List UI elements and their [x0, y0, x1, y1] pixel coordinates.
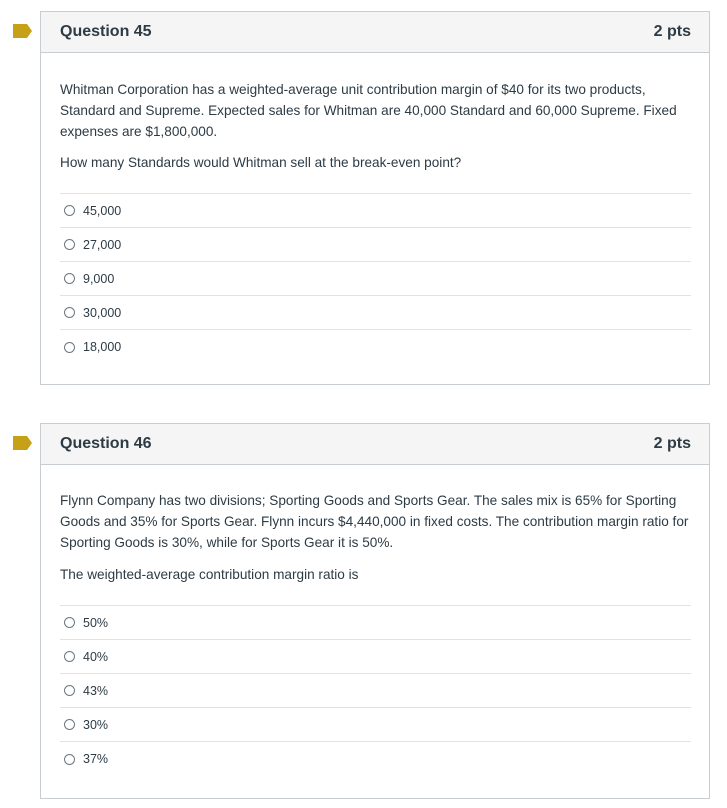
answer-option[interactable]	[60, 640, 691, 674]
radio-button[interactable]	[64, 617, 75, 628]
answer-option[interactable]	[60, 228, 691, 262]
question-body	[41, 79, 709, 364]
flag-question-icon[interactable]	[13, 24, 32, 38]
question-prompt: The weighted-average contribution margin ratio is	[60, 567, 359, 582]
answer-option[interactable]	[60, 296, 691, 330]
answer-label: 30%	[83, 717, 109, 732]
answer-list	[60, 193, 691, 364]
question-text: Whitman Corporation has a weighted-average unit contribution margin of $40 for its two products, Standard and Supreme. Expected sales for Whitman are 40,000 Standard and 60,000 Supreme. Fixed expenses are $1,800,000.	[60, 82, 677, 139]
question-45	[40, 11, 710, 385]
radio-button[interactable]	[64, 273, 75, 284]
answer-label: 37%	[83, 752, 109, 766]
question-body	[41, 490, 709, 776]
radio-button[interactable]	[64, 205, 75, 216]
radio-button[interactable]	[64, 342, 75, 353]
question-header	[41, 424, 709, 465]
question-points: 2 pts	[653, 23, 691, 40]
answer-option[interactable]	[60, 194, 691, 228]
answer-label: 30,000	[83, 305, 122, 320]
question-prompt: How many Standards would Whitman sell at the break-even point?	[60, 155, 462, 170]
flag-question-icon[interactable]	[13, 436, 32, 450]
question-title: Question 45	[60, 23, 152, 40]
answer-label: 40%	[83, 649, 109, 664]
question-points: 2 pts	[653, 435, 691, 452]
answer-option[interactable]	[60, 742, 691, 776]
question-title: Question 46	[60, 435, 152, 452]
answer-label: 45,000	[83, 203, 122, 218]
answer-label: 43%	[83, 683, 109, 698]
radio-button[interactable]	[64, 754, 75, 765]
answer-label: 9,000	[83, 271, 115, 286]
answer-label: 50%	[83, 615, 109, 630]
answer-option[interactable]	[60, 674, 691, 708]
question-46	[40, 423, 710, 799]
radio-button[interactable]	[64, 307, 75, 318]
question-header	[41, 12, 709, 53]
answer-label: 18,000	[83, 340, 122, 354]
answer-list	[60, 605, 691, 776]
answer-option[interactable]	[60, 606, 691, 640]
radio-button[interactable]	[64, 719, 75, 730]
answer-option[interactable]	[60, 330, 691, 364]
answer-option[interactable]	[60, 262, 691, 296]
radio-button[interactable]	[64, 651, 75, 662]
radio-button[interactable]	[64, 239, 75, 250]
question-text: Flynn Company has two divisions; Sporting Goods and Sports Gear. The sales mix is 65% for Sporting Goods and 35% for Sports Gear. Flynn incurs $4,440,000 in fixed costs. The contribution margin ratio for Sporting Goods is 30%, while for Sports Gear it is 50%.	[60, 493, 689, 550]
answer-option[interactable]	[60, 708, 691, 742]
answer-label: 27,000	[83, 237, 122, 252]
radio-button[interactable]	[64, 685, 75, 696]
